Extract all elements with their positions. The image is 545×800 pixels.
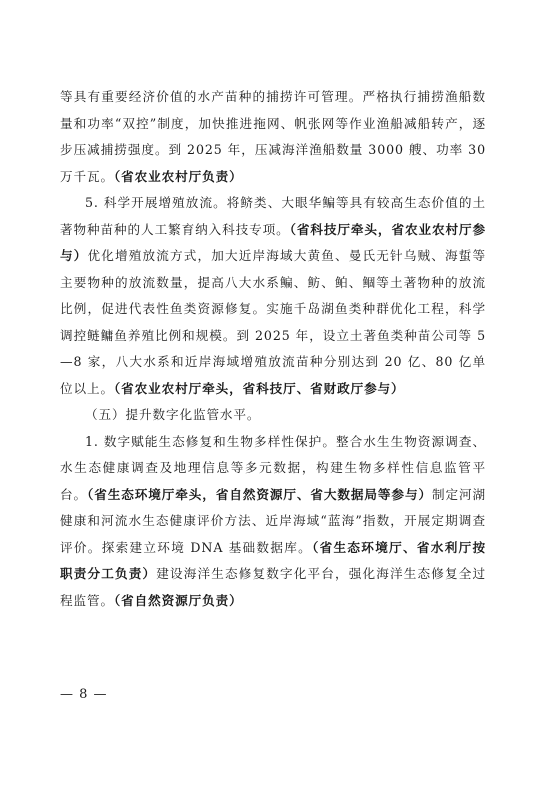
- responsible-dept: （省生态环境厅牵头，省自然资源厅、省大数据局等参与）: [87, 486, 432, 502]
- responsible-dept: （省农业农村厅负责）: [113, 168, 243, 184]
- paragraph-text: 优化增殖放流方式，加大近岸海域大黄鱼、曼氏无针乌贼、海蜇等主要物种的放流数量，提高八大水系鳊、鲂、鲌、鲴等土著物种的放流比例，促进代表性鱼类资源修复。实施千岛湖鱼类种群优化工程，科学调控鲢鳙鱼养殖比例和规模。到 2025 年，设立土著鱼类种苗公司等 5—8 家，八大水系和近岸海域增殖放流苗种分别达到 20 亿、80 亿单位以上。: [60, 248, 486, 396]
- page-number: — 8 —: [60, 687, 108, 702]
- responsible-dept: （省自然资源厅负责）: [113, 592, 243, 608]
- paragraph-stock-enhancement: [60, 190, 486, 402]
- paragraph-text: 制定河湖健康和河流水生态健康评价方法、近岸海域“蓝海”指数，开展定期调查评价。探索建立环境 DNA 基础数据库。: [60, 486, 486, 555]
- responsible-dept: （省生态环境厅、省水利厅按职责分工负责）: [60, 539, 486, 581]
- paragraph-text: 5. 科学开展增殖放流。将鲚类、大眼华鳊等具有较高生态价值的土著物种苗种的人工繁育纳入科技专项。: [60, 195, 486, 237]
- paragraph-fishing-permits: [60, 84, 486, 190]
- document-body: [60, 84, 486, 614]
- responsible-dept: （省科技厅牵头，省农业农村厅参与）: [60, 221, 486, 263]
- section-heading: （五）提升数字化监管水平。: [85, 407, 261, 422]
- paragraph-text: 建设海洋生态修复数字化平台，强化海洋生态修复全过程监管。: [60, 566, 486, 608]
- responsible-dept: （省农业农村厅牵头，省科技厅、省财政厅参与）: [113, 380, 405, 396]
- paragraph-text: 等具有重要经济价值的水产苗种的捕捞许可管理。严格执行捕捞渔船数量和功率“双控”制度，加快推进拖网、帆张网等作业渔船减船转产，逐步压减捕捞强度。到 2025 年，压减海洋渔船数量 3000 艘、功率 30 万千瓦。: [60, 89, 486, 184]
- paragraph-text: 1. 数字赋能生态修复和生物多样性保护。整合水生生物资源调查、水生态健康调查及地理信息等多元数据，构建生物多样性信息监管平台。: [60, 433, 486, 502]
- paragraph-digital-empowerment: [60, 429, 486, 615]
